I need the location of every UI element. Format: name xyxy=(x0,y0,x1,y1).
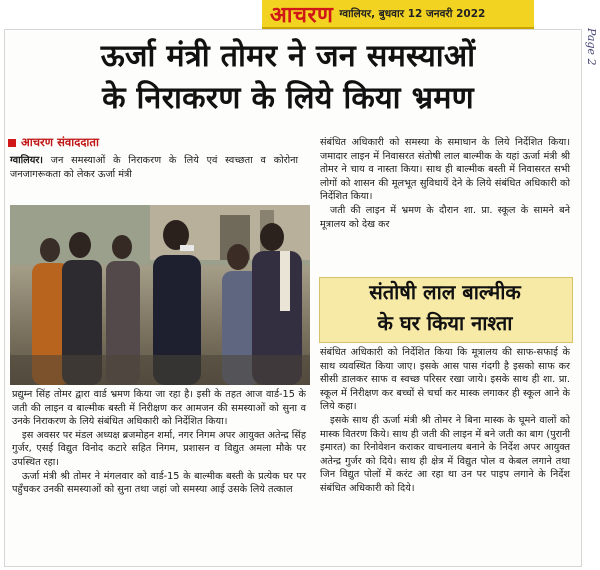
paragraph: ऊर्जा मंत्री श्री तोमर ने मंगलवार को वार्ड-15 के बाल्मीक बस्ती के प्रत्येक घर पर पहुँचकर उनकी समस्याओं को सुना तथा जहां जो समस्या आई उसके लिये तत्काल xyxy=(12,470,306,496)
intro-text xyxy=(10,154,298,181)
paragraph: संबंधित अधिकारी को समस्या के समाधान के लिये निर्देशित किया। जमादार लाइन में निवासरत संतोषी लाल बाल्मीक के यहां ऊर्जा मंत्री श्री तोमर ने चाय व नास्ता किया। साथ ही बाल्मीक बस्ती में निवासरत सभी लोगों को शासन की मूलभूत सुविधायें देने के लिये संबंधित अधिकारी को निर्देशित किया। xyxy=(320,137,570,203)
paragraph: जती की लाइन में भ्रमण के दौरान शा. प्रा. स्कूल के सामने बने मूत्रालय को देख कर xyxy=(320,204,570,230)
intro-body: जन समस्याओं के निराकरण के लिये एवं स्वच्छता व कोरोना जनजागरूकता को लेकर ऊर्जा मंत्री xyxy=(10,155,298,180)
intro-paragraph xyxy=(10,154,298,181)
paragraph: इसके साथ ही ऊर्जा मंत्री श्री तोमर ने बिना मास्क के घूमने वालों को मास्क वितरण किये। साथ ही जती की लाइन में बने जती का बाग (पुरानी इमारत) का रिनोवेशन कराकर वाचनालय बनाने के निर्देश अपर आयुक्त अतेन्द्र गुर्जर को दिये। साथ ही क्षेत्र में विद्युत पोल व केबल लगाने तथा जिन विद्युत पोलों में करंट आ रहा था उन पर पाइप लगाने के निर्देश संबंधित अधिकारी को दिये। xyxy=(320,414,570,494)
right-column-bottom xyxy=(320,346,570,496)
paragraph: इस अवसर पर मंडल अध्यक्ष ब्रजमोहन शर्मा, नगर निगम अपर आयुक्त अतेन्द्र सिंह गुर्जर, एसई विद्युत विनोद कटारे सहित निगम, प्रशासन व विद्युत अमला मौके पर उपस्थित रहा। xyxy=(12,429,306,468)
newspaper-name: आचरण xyxy=(270,1,334,28)
handwritten-note: Page 2 xyxy=(585,28,598,66)
masthead xyxy=(262,0,534,29)
left-column-bottom xyxy=(12,388,306,497)
paragraph: संबंधित अधिकारी को निर्देशित किया कि मूत्रालय की साफ-सफाई के साथ व्यवस्थित किया जाए। इसके आस पास गंदगी है इसको साफ कर सीसी डालकर साफ व स्वच्छ परिसर रखा जाये। इसके साथ ही शा. प्रा. स्कूल में निरीक्षण कर बच्चों से चर्चा कर मास्क लगाकर ही स्कूल आने के लिये कहा। xyxy=(320,347,570,413)
photo-illustration xyxy=(10,205,310,385)
headline-line-1: ऊर्जा मंत्री तोमर ने जन समस्याओं xyxy=(100,39,476,74)
headline-line-2: के निराकरण के लिये किया भ्रमण xyxy=(102,81,474,116)
paragraph: प्रद्युम्न सिंह तोमर द्वारा वार्ड भ्रमण किया जा रहा है। इसी के तहत आज वार्ड-15 के जती की लाइन व बाल्मीक बस्ती में निरीक्षण कर आमजन की समस्याओं को सुना व उनके निराकरण के लिये संबंधित अधिकारी को निर्देशित किया। xyxy=(12,389,306,428)
byline xyxy=(8,135,298,150)
bullet-icon xyxy=(8,139,16,147)
headline xyxy=(18,36,558,120)
subhead-line-1: संतोषी लाल बाल्मीक xyxy=(369,280,521,304)
right-column-top xyxy=(320,136,570,231)
byline-text: आचरण संवाददाता xyxy=(21,135,99,149)
dateline-word: ग्वालियर। xyxy=(10,155,43,166)
masthead-dateline: ग्वालियर, बुधवार 12 जनवरी 2022 xyxy=(339,7,486,20)
article-photo xyxy=(10,205,310,385)
subhead xyxy=(319,277,571,339)
subhead-line-2: के घर किया नाश्ता xyxy=(377,311,513,335)
